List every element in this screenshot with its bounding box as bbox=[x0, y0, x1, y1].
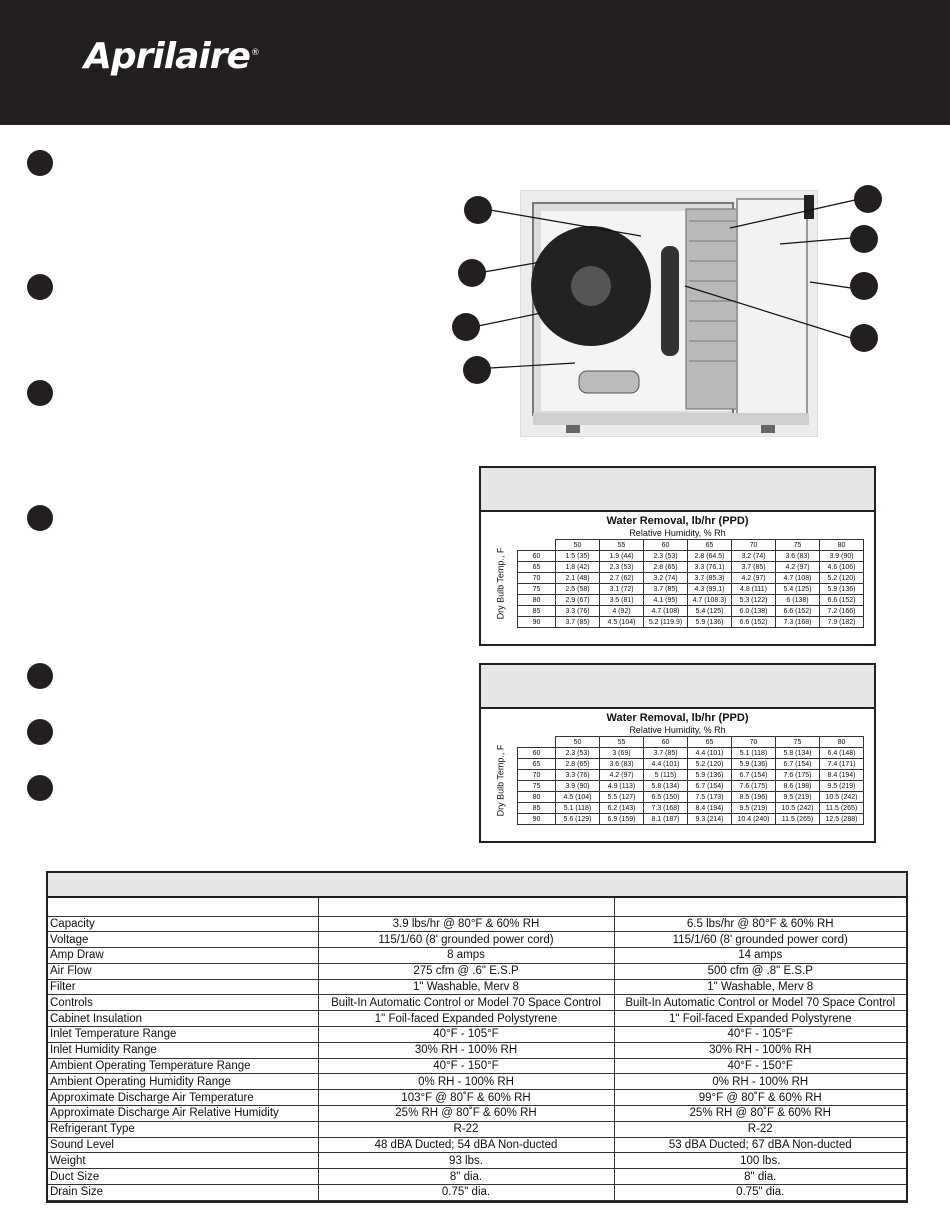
water-removal-cell: 2.7 (62) bbox=[600, 573, 644, 584]
spec-label: Cabinet Insulation bbox=[48, 1011, 318, 1027]
rh-header-row bbox=[518, 540, 864, 551]
water-removal-cell: 6.6 (152) bbox=[732, 617, 776, 628]
water-removal-cell: 2.1 (48) bbox=[556, 573, 600, 584]
water-removal-cell: 6.2 (143) bbox=[600, 803, 644, 814]
water-removal-cell: 4.2 (97) bbox=[776, 562, 820, 573]
callout-marker-3 bbox=[452, 313, 480, 341]
temp-row-label: 75 bbox=[518, 781, 556, 792]
relative-humidity-label: Relative Humidity, % Rh bbox=[629, 528, 726, 538]
spec-value-model-b: 40°F - 105°F bbox=[614, 1027, 906, 1043]
dry-bulb-temp-label: Dry Bulb Temp., F bbox=[495, 744, 506, 817]
spec-value-model-b: 30% RH - 100% RH bbox=[614, 1042, 906, 1058]
water-removal-cell: 4.5 (104) bbox=[600, 617, 644, 628]
rh-column-header: 75 bbox=[776, 540, 820, 551]
table-row bbox=[518, 748, 864, 759]
table-row bbox=[48, 1121, 906, 1137]
spec-value-model-a: 115/1/60 (8' grounded power cord) bbox=[318, 932, 614, 948]
table-row bbox=[48, 1011, 906, 1027]
spec-value-model-b: 6.5 lbs/hr @ 80°F & 60% RH bbox=[614, 916, 906, 932]
water-removal-cell: 4.4 (101) bbox=[688, 748, 732, 759]
spec-label: Drain Size bbox=[48, 1185, 318, 1201]
water-removal-cell: 2.8 (65) bbox=[556, 759, 600, 770]
water-removal-cell: 5.8 (134) bbox=[776, 748, 820, 759]
spec-value-model-a: 25% RH @ 80˚F & 60% RH bbox=[318, 1106, 614, 1122]
water-removal-cell: 6.6 (152) bbox=[776, 606, 820, 617]
water-removal-cell: 10.5 (242) bbox=[820, 792, 864, 803]
spec-label: Ambient Operating Temperature Range bbox=[48, 1058, 318, 1074]
corner-cell bbox=[518, 540, 556, 551]
spec-value-model-b: 0% RH - 100% RH bbox=[614, 1074, 906, 1090]
table-row bbox=[48, 979, 906, 995]
table-row bbox=[48, 1090, 906, 1106]
spec-value-model-b: 25% RH @ 80˚F & 60% RH bbox=[614, 1106, 906, 1122]
spec-label: Voltage bbox=[48, 932, 318, 948]
spec-value-model-a: 0% RH - 100% RH bbox=[318, 1074, 614, 1090]
water-removal-cell: 3.5 (81) bbox=[600, 595, 644, 606]
water-removal-cell: 3.9 (90) bbox=[556, 781, 600, 792]
rh-header-row bbox=[518, 737, 864, 748]
table-row bbox=[518, 803, 864, 814]
bullet-marker-7 bbox=[27, 775, 53, 801]
column-header-cell bbox=[48, 898, 318, 916]
spec-value-model-b: 53 dBA Ducted; 67 dBA Non-ducted bbox=[614, 1137, 906, 1153]
rh-column-header: 75 bbox=[776, 737, 820, 748]
water-removal-cell: 6.4 (148) bbox=[820, 748, 864, 759]
water-removal-cell: 2.8 (64.5) bbox=[688, 551, 732, 562]
table-row bbox=[48, 1137, 906, 1153]
table-row bbox=[48, 1106, 906, 1122]
water-removal-cell: 1.9 (44) bbox=[600, 551, 644, 562]
water-removal-cell: 3.7 (85) bbox=[644, 748, 688, 759]
temp-row-label: 65 bbox=[518, 759, 556, 770]
water-removal-cell: 4.2 (97) bbox=[600, 770, 644, 781]
spec-value-model-a: R-22 bbox=[318, 1121, 614, 1137]
water-removal-cell: 6.7 (154) bbox=[776, 759, 820, 770]
spec-value-model-a: 0.75" dia. bbox=[318, 1185, 614, 1201]
callout-marker-6 bbox=[850, 225, 878, 253]
water-removal-cell: 7.4 (171) bbox=[820, 759, 864, 770]
water-removal-cell: 4.7 (108) bbox=[776, 573, 820, 584]
callout-marker-1 bbox=[464, 196, 492, 224]
spec-value-model-a: 1" Foil-faced Expanded Polystyrene bbox=[318, 1011, 614, 1027]
water-removal-table bbox=[517, 539, 864, 628]
temp-row-label: 60 bbox=[518, 551, 556, 562]
water-removal-cell: 3.7 (85) bbox=[556, 617, 600, 628]
water-removal-cell: 3.3 (76.1) bbox=[688, 562, 732, 573]
temp-row-label: 80 bbox=[518, 792, 556, 803]
water-removal-cell: 7.6 (175) bbox=[776, 770, 820, 781]
bullet-marker-6 bbox=[27, 719, 53, 745]
aprilaire-logo: Aprilaire® bbox=[84, 36, 259, 77]
water-removal-cell: 7.6 (175) bbox=[732, 781, 776, 792]
water-removal-cell: 5.2 (120) bbox=[688, 759, 732, 770]
spec-value-model-b: R-22 bbox=[614, 1121, 906, 1137]
water-removal-cell: 6.9 (159) bbox=[600, 814, 644, 825]
dry-bulb-temp-label: Dry Bulb Temp., F bbox=[495, 547, 506, 620]
water-removal-cell: 7.3 (168) bbox=[776, 617, 820, 628]
spec-label: Controls bbox=[48, 995, 318, 1011]
water-removal-cell: 5.9 (136) bbox=[688, 617, 732, 628]
water-removal-cell: 8.1 (187) bbox=[644, 814, 688, 825]
water-removal-cell: 8.5 (196) bbox=[732, 792, 776, 803]
water-removal-cell: 10.4 (240) bbox=[732, 814, 776, 825]
spec-value-model-a: 8 amps bbox=[318, 948, 614, 964]
spec-value-model-b: 115/1/60 (8' grounded power cord) bbox=[614, 932, 906, 948]
rh-column-header: 65 bbox=[688, 737, 732, 748]
water-removal-cell: 6.5 (150) bbox=[644, 792, 688, 803]
table-row bbox=[518, 759, 864, 770]
table-row bbox=[48, 963, 906, 979]
table-row bbox=[518, 814, 864, 825]
spec-value-model-a: Built-In Automatic Control or Model 70 Space Control bbox=[318, 995, 614, 1011]
water-removal-cell: 5.2 (119.9) bbox=[644, 617, 688, 628]
water-removal-cell: 2.3 (53) bbox=[644, 551, 688, 562]
spec-value-model-a: 3.9 lbs/hr @ 80°F & 60% RH bbox=[318, 916, 614, 932]
spec-label: Approximate Discharge Air Relative Humidity bbox=[48, 1106, 318, 1122]
water-removal-cell: 8.4 (194) bbox=[688, 803, 732, 814]
spec-label: Inlet Humidity Range bbox=[48, 1042, 318, 1058]
water-removal-cell: 4.1 (95) bbox=[644, 595, 688, 606]
corner-cell bbox=[518, 737, 556, 748]
water-removal-cell: 12.5 (288) bbox=[820, 814, 864, 825]
spec-value-model-a: 40°F - 105°F bbox=[318, 1027, 614, 1043]
water-removal-cell: 2.9 (67) bbox=[556, 595, 600, 606]
water-removal-title: Water Removal, lb/hr (PPD) bbox=[606, 515, 749, 527]
water-removal-cell: 2.3 (53) bbox=[556, 748, 600, 759]
water-removal-cell: 7.9 (182) bbox=[820, 617, 864, 628]
table-row bbox=[48, 1185, 906, 1201]
table-row bbox=[48, 916, 906, 932]
spec-label: Refrigerant Type bbox=[48, 1121, 318, 1137]
water-removal-cell: 3 (69) bbox=[600, 748, 644, 759]
specifications-header-bar bbox=[48, 873, 906, 898]
water-removal-cell: 9.5 (219) bbox=[776, 792, 820, 803]
callout-marker-2 bbox=[458, 259, 486, 287]
spec-label: Capacity bbox=[48, 916, 318, 932]
spec-label: Sound Level bbox=[48, 1137, 318, 1153]
water-removal-cell: 3.2 (74) bbox=[644, 573, 688, 584]
water-removal-cell: 2.8 (65) bbox=[644, 562, 688, 573]
column-header-row bbox=[48, 898, 906, 916]
water-removal-cell: 3.7 (85.3) bbox=[688, 573, 732, 584]
water-removal-cell: 1.5 (35) bbox=[556, 551, 600, 562]
spec-label: Amp Draw bbox=[48, 948, 318, 964]
spec-value-model-a: 275 cfm @ .6" E.S.P bbox=[318, 963, 614, 979]
rh-column-header: 70 bbox=[732, 737, 776, 748]
temp-row-label: 90 bbox=[518, 617, 556, 628]
water-removal-cell: 4.6 (106) bbox=[820, 562, 864, 573]
spec-value-model-a: 103°F @ 80˚F & 60% RH bbox=[318, 1090, 614, 1106]
water-removal-cell: 5.3 (122) bbox=[732, 595, 776, 606]
water-removal-cell: 1.8 (42) bbox=[556, 562, 600, 573]
dehumidifier-photo bbox=[520, 190, 818, 437]
spec-value-model-b: 99°F @ 80˚F & 60% RH bbox=[614, 1090, 906, 1106]
spec-value-model-a: 30% RH - 100% RH bbox=[318, 1042, 614, 1058]
water-removal-cell: 11.5 (265) bbox=[820, 803, 864, 814]
water-removal-cell: 4.8 (111) bbox=[732, 584, 776, 595]
water-removal-cell: 3.6 (83) bbox=[600, 759, 644, 770]
spec-value-model-a: 40°F - 150°F bbox=[318, 1058, 614, 1074]
table-row bbox=[518, 617, 864, 628]
water-removal-cell: 5.2 (120) bbox=[820, 573, 864, 584]
spec-label: Inlet Temperature Range bbox=[48, 1027, 318, 1043]
header-banner bbox=[0, 0, 950, 125]
water-removal-cell: 3.9 (90) bbox=[820, 551, 864, 562]
table-row bbox=[48, 995, 906, 1011]
specifications-grid bbox=[48, 898, 906, 1201]
rh-column-header: 55 bbox=[600, 540, 644, 551]
table-row bbox=[48, 1074, 906, 1090]
temp-row-label: 80 bbox=[518, 595, 556, 606]
water-removal-cell: 6.6 (152) bbox=[820, 595, 864, 606]
water-removal-cell: 5.4 (125) bbox=[688, 606, 732, 617]
rh-column-header: 70 bbox=[732, 540, 776, 551]
water-removal-cell: 2.3 (53) bbox=[600, 562, 644, 573]
water-removal-cell: 9.5 (219) bbox=[820, 781, 864, 792]
water-removal-cell: 5.6 (129) bbox=[556, 814, 600, 825]
water-removal-cell: 6.7 (154) bbox=[688, 781, 732, 792]
table-row bbox=[518, 606, 864, 617]
temp-row-label: 60 bbox=[518, 748, 556, 759]
water-removal-cell: 6.0 (138) bbox=[732, 606, 776, 617]
water-removal-cell: 5.1 (118) bbox=[556, 803, 600, 814]
temp-row-label: 70 bbox=[518, 770, 556, 781]
rh-column-header: 65 bbox=[688, 540, 732, 551]
water-removal-cell: 9.5 (219) bbox=[732, 803, 776, 814]
specifications-table bbox=[46, 871, 908, 1203]
water-removal-cell: 5.8 (134) bbox=[644, 781, 688, 792]
water-removal-cell: 4.7 (108.3) bbox=[688, 595, 732, 606]
water-removal-cell: 9.3 (214) bbox=[688, 814, 732, 825]
table-row bbox=[518, 781, 864, 792]
table-row bbox=[48, 932, 906, 948]
spec-label: Ambient Operating Humidity Range bbox=[48, 1074, 318, 1090]
table-row bbox=[48, 1153, 906, 1169]
bullet-marker-3 bbox=[27, 380, 53, 406]
spec-value-model-b: 8" dia. bbox=[614, 1169, 906, 1185]
water-removal-cell: 4.5 (104) bbox=[556, 792, 600, 803]
table-row bbox=[518, 770, 864, 781]
table-row bbox=[48, 1169, 906, 1185]
water-removal-cell: 8.4 (194) bbox=[820, 770, 864, 781]
table-row bbox=[48, 1042, 906, 1058]
water-removal-cell: 3.3 (76) bbox=[556, 606, 600, 617]
water-removal-cell: 4.2 (97) bbox=[732, 573, 776, 584]
water-removal-cell: 5 (115) bbox=[644, 770, 688, 781]
water-removal-panel-2 bbox=[479, 663, 876, 843]
water-removal-table bbox=[517, 736, 864, 825]
water-removal-cell: 5.5 (127) bbox=[600, 792, 644, 803]
water-removal-cell: 11.5 (265) bbox=[776, 814, 820, 825]
table-row bbox=[48, 1058, 906, 1074]
rh-column-header: 80 bbox=[820, 737, 864, 748]
table-row bbox=[518, 573, 864, 584]
spec-value-model-a: 48 dBA Ducted; 54 dBA Non-ducted bbox=[318, 1137, 614, 1153]
table-row bbox=[518, 584, 864, 595]
bullet-marker-2 bbox=[27, 274, 53, 300]
bullet-marker-5 bbox=[27, 663, 53, 689]
spec-label: Duct Size bbox=[48, 1169, 318, 1185]
spec-value-model-b: Built-In Automatic Control or Model 70 Space Control bbox=[614, 995, 906, 1011]
rh-column-header: 55 bbox=[600, 737, 644, 748]
spec-value-model-b: 500 cfm @ .8" E.S.P bbox=[614, 963, 906, 979]
temp-row-label: 90 bbox=[518, 814, 556, 825]
water-removal-cell: 8.6 (198) bbox=[776, 781, 820, 792]
water-removal-cell: 6.7 (154) bbox=[732, 770, 776, 781]
water-removal-cell: 5.9 (136) bbox=[820, 584, 864, 595]
rh-column-header: 60 bbox=[644, 540, 688, 551]
callout-marker-7 bbox=[850, 272, 878, 300]
water-removal-cell: 3.3 (76) bbox=[556, 770, 600, 781]
spec-value-model-b: 100 lbs. bbox=[614, 1153, 906, 1169]
relative-humidity-label: Relative Humidity, % Rh bbox=[629, 725, 726, 735]
water-removal-panel-1 bbox=[479, 466, 876, 646]
water-removal-cell: 4.4 (101) bbox=[644, 759, 688, 770]
water-removal-cell: 7.3 (168) bbox=[644, 803, 688, 814]
temp-row-label: 75 bbox=[518, 584, 556, 595]
water-removal-cell: 4.3 (99.1) bbox=[688, 584, 732, 595]
spec-value-model-b: 14 amps bbox=[614, 948, 906, 964]
water-removal-cell: 5.4 (125) bbox=[776, 584, 820, 595]
spec-label: Weight bbox=[48, 1153, 318, 1169]
panel-header-bar bbox=[481, 665, 874, 709]
water-removal-cell: 4.7 (108) bbox=[644, 606, 688, 617]
table-row bbox=[518, 792, 864, 803]
water-removal-cell: 2.5 (58) bbox=[556, 584, 600, 595]
water-removal-cell: 6 (138) bbox=[776, 595, 820, 606]
table-row bbox=[48, 948, 906, 964]
spec-value-model-a: 1" Washable, Merv 8 bbox=[318, 979, 614, 995]
temp-row-label: 65 bbox=[518, 562, 556, 573]
callout-marker-5 bbox=[854, 185, 882, 213]
rh-column-header: 60 bbox=[644, 737, 688, 748]
spec-value-model-b: 40°F - 150°F bbox=[614, 1058, 906, 1074]
water-removal-cell: 3.1 (72) bbox=[600, 584, 644, 595]
temp-row-label: 85 bbox=[518, 803, 556, 814]
spec-value-model-a: 8" dia. bbox=[318, 1169, 614, 1185]
temp-row-label: 70 bbox=[518, 573, 556, 584]
temp-row-label: 85 bbox=[518, 606, 556, 617]
water-removal-cell: 5.9 (136) bbox=[732, 759, 776, 770]
spec-label: Air Flow bbox=[48, 963, 318, 979]
water-removal-cell: 5.9 (136) bbox=[688, 770, 732, 781]
water-removal-cell: 3.2 (74) bbox=[732, 551, 776, 562]
spec-label: Filter bbox=[48, 979, 318, 995]
callout-marker-4 bbox=[463, 356, 491, 384]
water-removal-cell: 4 (92) bbox=[600, 606, 644, 617]
callout-marker-8 bbox=[850, 324, 878, 352]
water-removal-title: Water Removal, lb/hr (PPD) bbox=[606, 712, 749, 724]
water-removal-cell: 4.9 (113) bbox=[600, 781, 644, 792]
water-removal-cell: 10.5 (242) bbox=[776, 803, 820, 814]
spec-value-model-a: 93 lbs. bbox=[318, 1153, 614, 1169]
water-removal-cell: 5.1 (118) bbox=[732, 748, 776, 759]
water-removal-cell: 3.6 (83) bbox=[776, 551, 820, 562]
water-removal-cell: 3.7 (85) bbox=[732, 562, 776, 573]
column-header-cell bbox=[614, 898, 906, 916]
bullet-marker-1 bbox=[27, 150, 53, 176]
table-row bbox=[518, 595, 864, 606]
rh-column-header: 50 bbox=[556, 540, 600, 551]
spec-label: Approximate Discharge Air Temperature bbox=[48, 1090, 318, 1106]
water-removal-cell: 7.5 (173) bbox=[688, 792, 732, 803]
water-removal-cell: 3.7 (85) bbox=[644, 584, 688, 595]
table-row bbox=[518, 551, 864, 562]
spec-value-model-b: 0.75" dia. bbox=[614, 1185, 906, 1201]
panel-header-bar bbox=[481, 468, 874, 512]
bullet-marker-4 bbox=[27, 505, 53, 531]
table-row bbox=[518, 562, 864, 573]
spec-value-model-b: 1" Washable, Merv 8 bbox=[614, 979, 906, 995]
spec-value-model-b: 1" Foil-faced Expanded Polystyrene bbox=[614, 1011, 906, 1027]
water-removal-cell: 7.2 (166) bbox=[820, 606, 864, 617]
table-row bbox=[48, 1027, 906, 1043]
rh-column-header: 80 bbox=[820, 540, 864, 551]
rh-column-header: 50 bbox=[556, 737, 600, 748]
column-header-cell bbox=[318, 898, 614, 916]
